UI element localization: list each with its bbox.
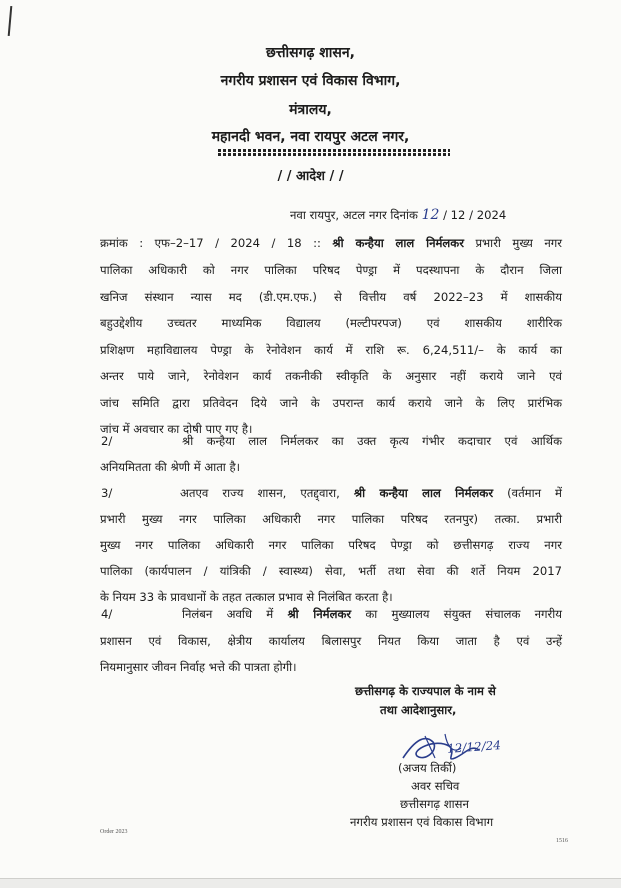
authority-line1: छत्तीसगढ़ के राज्यपाल के नाम से (355, 684, 496, 698)
officer-name: श्री कन्हैया लाल निर्मलकर (353, 486, 494, 500)
para1-line1 (100, 236, 562, 251)
para4-line2: प्रशासन एवं विकास, क्षेत्रीय कार्यालय बिलासपुर नियत किया जाता है एवं उन्हें (100, 634, 562, 648)
header-government: छत्तीसगढ़ शासन, (266, 45, 355, 61)
dateline (290, 207, 506, 223)
officer-name: श्री कन्हैया लाल निर्मलकर (332, 236, 464, 250)
dateline-place: नवा रायपुर, अटल नगर दिनांक (290, 208, 418, 222)
para4-prefix: निलंबन अवधि में (182, 607, 274, 621)
para1-line8: जांच में अवचार का दोषी पाए गए है। (100, 422, 253, 436)
para4-line3: नियमानुसार जीवन निर्वाह भत्ते की पात्रता होगी। (100, 660, 297, 674)
para4-line1 (182, 607, 562, 622)
para3-line3: मुख्य नगर पालिका अधिकारी नगर पालिका परिषद पेण्ड्रा को छत्तीसगढ़ राज्य नगर (100, 538, 562, 552)
para1-line2: पालिका अधिकारी को नगर पालिका परिषद पेण्ड्रा में पदस्थापना के दौरान जिला (100, 263, 562, 277)
bottom-edge (0, 878, 621, 879)
edge-pen-mark (8, 6, 13, 36)
para4-suffix: का मुख्यालय संयुक्त संचालक नगरीय (365, 607, 563, 621)
dateline-day: 12 (421, 207, 440, 223)
para1-line3: खनिज संस्थान न्यास मद (डी.एम.एफ.) से वित्तीय वर्ष 2022–23 में शासकीय (100, 290, 562, 304)
para3-line5: के नियम 33 के प्रावधानों के तहत तत्काल प्रभाव से निलंबित करता है। (100, 590, 393, 604)
header-department: नगरीय प्रशासन एवं विकास विभाग, (220, 73, 401, 89)
signatory-name: (अजय तिर्की) (398, 761, 457, 775)
signatory-government: छत्तीसगढ़ शासन (400, 797, 469, 811)
authority-line2: तथा आदेशानुसार, (380, 703, 457, 717)
para2-line2: अनियमितता की श्रेणी में आता है। (100, 460, 241, 474)
para1-line7: जांच समिति द्वारा प्रतिवेदन दिये जाने के उपरान्त कार्य कराये जाने के लिए प्रारंभिक (100, 396, 562, 410)
para3-prefix: अतएव राज्य शासन, एतद्द्वारा, (180, 486, 340, 500)
para3-line2: प्रभारी मुख्य नगर पालिका अधिकारी नगर पालिका परिषद रतनपुर) तत्का. प्रभारी (100, 512, 562, 526)
dateline-month-year: / 12 / 2024 (443, 208, 507, 222)
para3-suffix: (वर्तमान में (507, 486, 562, 500)
para4-number: 4/ (101, 607, 113, 621)
signature-date: 12/12/24 (446, 738, 502, 756)
para1-line4: बहुउद्देशीय उच्चतर माध्यमिक विद्यालय (मल्टीपरपज) एवं शासकीय शारीरिक (100, 316, 562, 330)
order-number: क्रमांक : एफ–2–17 / 2024 / 18 :: (100, 236, 321, 250)
para3-line4: पालिका (कार्यपालन / यांत्रिकी / स्वास्थ्य) सेवा, भर्ती तथा सेवा की शर्ते नियम 2017 (100, 564, 562, 578)
para1-line5: प्रशिक्षण महाविद्यालय पेण्ड्रा के रेनोवेशन कार्य में राशि रू. 6,24,511/– के कार्य का (100, 343, 562, 357)
para3-line1 (180, 486, 562, 501)
para1-line1-suffix: प्रभारी मुख्य नगर (475, 236, 563, 250)
header-address: महानदी भवन, नवा रायपुर अटल नगर, (211, 129, 410, 145)
signatory-designation: अवर सचिव (411, 779, 460, 793)
para2-line1: श्री कन्हैया लाल निर्मलकर का उक्त कृत्य गंभीर कदाचार एवं आर्थिक (182, 434, 562, 448)
footer-left-code: Order 2023 (100, 829, 128, 835)
header-ministry: मंत्रालय, (289, 102, 332, 118)
header-separator (218, 149, 450, 152)
order-title: / / आदेश / / (277, 169, 344, 184)
para2-number: 2/ (101, 434, 113, 448)
header-separator-2 (218, 153, 450, 156)
para1-line6: अन्तर पाये जाने, रेनोवेशन कार्य तकनीकी स्वीकृति के अनुसार नहीं कराये जाने एवं (100, 369, 562, 383)
officer-short-name: श्री निर्मलकर (287, 607, 352, 621)
signatory-department: नगरीय प्रशासन एवं विकास विभाग (350, 815, 494, 829)
footer-right-code: 1516 (556, 838, 568, 844)
para3-number: 3/ (101, 486, 113, 500)
